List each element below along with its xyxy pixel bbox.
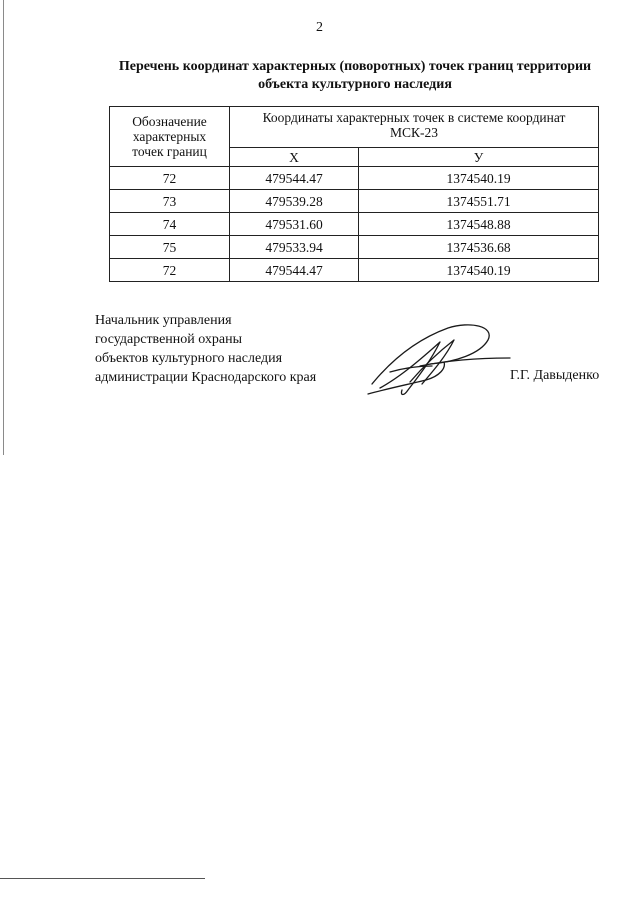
document-title xyxy=(95,58,615,94)
table-header-row xyxy=(110,107,599,148)
cell-point: 75 xyxy=(110,236,230,259)
title-line-1: Перечень координат характерных (поворотных) точек границ территории xyxy=(118,59,592,74)
header-point-designation xyxy=(110,107,230,167)
header-x: X xyxy=(230,148,359,167)
cell-y: 1374548.88 xyxy=(359,213,599,236)
handwritten-signature xyxy=(360,322,520,400)
position-line-1: Начальник управления xyxy=(95,313,232,328)
table-row xyxy=(110,213,599,236)
footer-rule xyxy=(0,878,205,879)
cell-y: 1374551.71 xyxy=(359,190,599,213)
position-line-4: администрации Краснодарского края xyxy=(95,370,317,385)
cell-point: 72 xyxy=(110,167,230,190)
cell-y: 1374536.68 xyxy=(359,236,599,259)
table-row xyxy=(110,167,599,190)
page-number: 2 xyxy=(316,20,323,35)
signatory-name: Г.Г. Давыденко xyxy=(510,368,600,383)
cell-y: 1374540.19 xyxy=(359,259,599,282)
coordinates-table xyxy=(109,106,599,282)
cell-point: 73 xyxy=(110,190,230,213)
position-line-3: объектов культурного наследия xyxy=(95,351,283,366)
header-point-line-1: Обозначение xyxy=(132,114,207,129)
table-row xyxy=(110,190,599,213)
cell-x: 479544.47 xyxy=(230,259,359,282)
table-row xyxy=(110,259,599,282)
cell-x: 479539.28 xyxy=(230,190,359,213)
header-coords-line-2: МСК-23 xyxy=(389,125,438,140)
page-edge-line xyxy=(3,0,4,455)
header-coords-line-1: Координаты характерных точек в системе координат xyxy=(262,110,566,125)
position-line-2: государственной охраны xyxy=(95,332,243,347)
cell-point: 72 xyxy=(110,259,230,282)
header-point-line-3: точек границ xyxy=(132,144,207,159)
cell-point: 74 xyxy=(110,213,230,236)
header-point-line-2: характерных xyxy=(132,129,207,144)
header-y: У xyxy=(359,148,599,167)
signatory-position xyxy=(95,311,335,387)
title-line-2: объекта культурного наследия xyxy=(258,77,452,92)
cell-x: 479544.47 xyxy=(230,167,359,190)
cell-x: 479533.94 xyxy=(230,236,359,259)
header-coordinates xyxy=(230,107,599,148)
cell-x: 479531.60 xyxy=(230,213,359,236)
cell-y: 1374540.19 xyxy=(359,167,599,190)
table-row xyxy=(110,236,599,259)
